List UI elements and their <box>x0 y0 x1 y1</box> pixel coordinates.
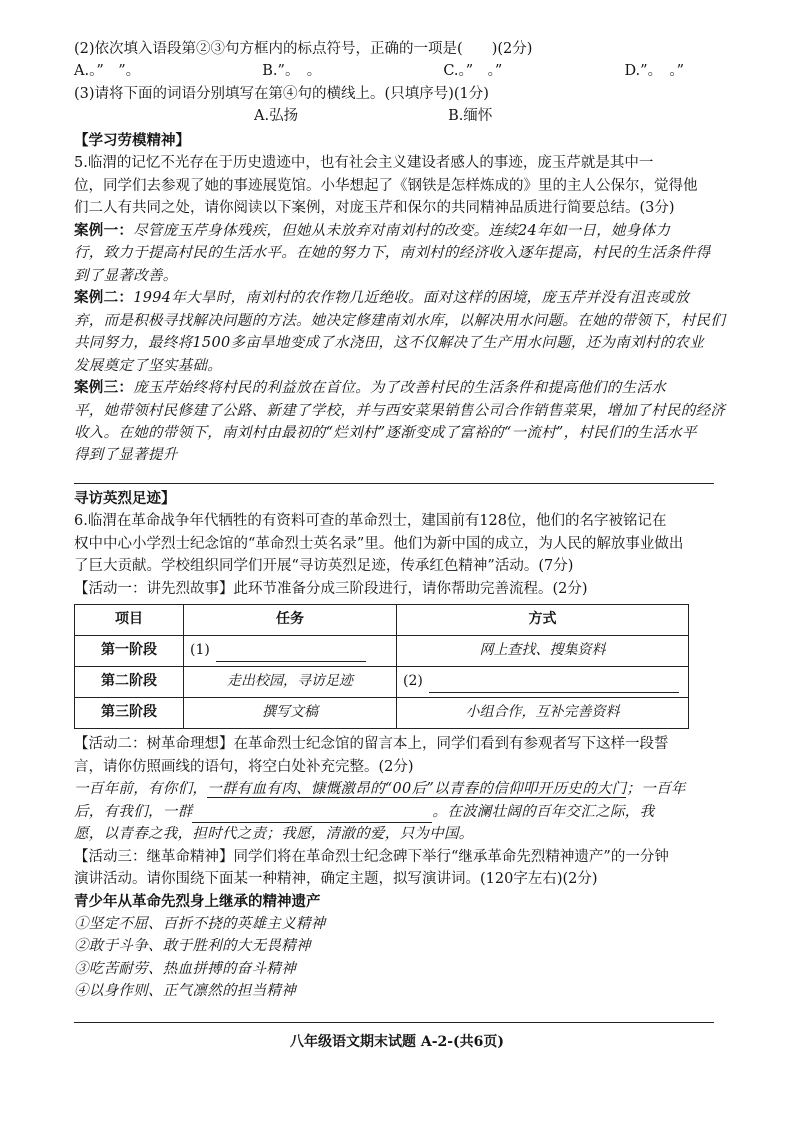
q3-options <box>74 105 724 127</box>
case-label: 案例三： <box>74 379 134 397</box>
q5-line: 们二人有共同之处，请你阅读以下案例，对庞玉芹和保尔的共同精神品质进行简要总结。(3分) <box>74 200 675 217</box>
task-cell: 撰写文稿 <box>184 698 397 729</box>
page-footer: 八年级语文期末试题 A-2-(共6页) <box>289 1034 505 1050</box>
stage-cell: 第三阶段 <box>75 698 184 729</box>
oath-underlined: 一群有血有肉、慷慨激昂的“00后”以青春的信仰叩开历史的大门 <box>207 781 627 798</box>
q2-option-a: A.。” ”。 <box>74 63 141 80</box>
activity-two: 言，请你仿照画线的语句，将空白处补充完整。(2分) <box>74 758 414 775</box>
spirit-title: 青少年从革命先烈身上继承的精神遗产 <box>74 892 321 910</box>
table-row <box>75 698 689 729</box>
table-row <box>75 636 689 667</box>
q2-options <box>74 60 684 82</box>
oath-text: 。在波澜壮阔的百年交汇之际，我 <box>432 803 655 820</box>
answer-blank[interactable] <box>216 661 366 662</box>
activity-three: 演讲活动。请你围绕下面某一种精神，确定主题，拟写演讲词。(120字左右)(2分) <box>74 871 598 888</box>
case-label: 案例二： <box>74 289 134 307</box>
case-label: 案例一： <box>74 221 134 239</box>
case-text: 行，致力于提高村民的生活水平。在她的努力下，南刘村的经济收入逐年提高，村民的生活条件得 <box>74 245 711 262</box>
oath-text: 一百年前，有你们， <box>74 781 208 798</box>
answer-line <box>74 483 714 484</box>
oath-text: ；一百年 <box>626 781 686 798</box>
q6-line: 了巨大贡献。学校组织同学们开展“寻访英烈足迹，传承红色精神”活动。(7分) <box>74 558 574 575</box>
task-cell[interactable] <box>184 636 397 667</box>
case-text: 收入。在她的带领下，南刘村由最初的“烂刘村”逐渐变成了富裕的“一流村”，村民们的生活水平 <box>74 424 697 441</box>
section-title-labor-model: 【学习劳模精神】 <box>74 131 190 149</box>
stage-cell: 第二阶段 <box>75 667 184 698</box>
q6-line: 权中中心小学烈士纪念馆的“革命烈士英名录”里。他们为新中国的成立，为人民的解放事业做出 <box>74 535 684 552</box>
answer-line <box>74 1022 714 1023</box>
q3-option-b: B.缅怀 <box>448 108 493 125</box>
q6-line: 6.临渭在革命战争年代牺牲的有资料可查的革命烈士，建国前有128位，他们的名字被铭记在 <box>74 513 667 530</box>
list-item: ②敢于斗争、敢于胜利的大无畏精神 <box>74 938 311 955</box>
case-two <box>74 287 724 377</box>
q3-stem: (3)请将下面的词语分别填写在第④句的横线上。(只填序号)(1分) <box>74 85 489 102</box>
stage-cell: 第一阶段 <box>75 636 184 667</box>
list-item: ④以身作则、正气凛然的担当精神 <box>74 983 296 1000</box>
method-cell: 网上查找、搜集资料 <box>397 636 689 667</box>
table-header: 项目 <box>75 605 184 636</box>
case-three <box>74 377 724 467</box>
answer-blank[interactable] <box>429 692 679 693</box>
q5-line: 位，同学们去参观了她的事迹展览馆。小华想起了《钢铁是怎样炼成的》里的主人公保尔，觉得他 <box>74 177 698 194</box>
activity-two: 【活动二：树革命理想】在革命烈士纪念馆的留言本上，同学们看到有参观者写下这样一段誓 <box>74 736 669 753</box>
method-cell[interactable] <box>397 667 689 698</box>
case-text: 到了显著改善。 <box>74 267 178 284</box>
oath <box>74 778 724 845</box>
case-text: 平，她带领村民修建了公路、新建了学校，并与西安菜果销售公司合作销售菜果，增加了村民的经济 <box>74 402 726 419</box>
case-text: 共同努力，最终将1500多亩旱地变成了水浇田，这不仅解决了生产用水问题，还为南刘村的农业 <box>74 335 705 352</box>
q2-option-b: B.”。 。 <box>262 63 322 80</box>
blank-label: (1) <box>190 642 210 659</box>
list-item: ①坚定不屈、百折不挠的英雄主义精神 <box>74 916 326 932</box>
case-text: 弃，而是积极寻找解决问题的方法。她决定修建南刘水库，以解决用水问题。在她的带领下，村民们 <box>74 312 726 329</box>
flow-table <box>74 604 689 729</box>
section-title-martyrs: 寻访英烈足迹】 <box>74 489 176 507</box>
oath-text: 愿，以青春之我，担时代之责；我愿，清澈的爱，只为中国。 <box>74 826 474 843</box>
case-text: 尽管庞玉芹身体残疾，但她从未放弃对南刘村的改变。连续24年如一日，她身体力 <box>133 222 671 239</box>
table-header: 方式 <box>397 605 689 636</box>
q2-option-d: D.”。 。” <box>624 63 684 80</box>
q3-option-a: A.弘扬 <box>254 108 299 125</box>
table-header-row <box>75 605 689 636</box>
q2-stem: (2)依次填入语段第②③句方框内的标点符号，正确的一项是( )(2分) <box>74 41 533 57</box>
table-header: 任务 <box>184 605 397 636</box>
task-cell: 走出校园，寻访足迹 <box>184 667 397 698</box>
activity-three: 【活动三：继革命精神】同学们将在革命烈士纪念碑下举行“继承革命先烈精神遗产”的一分钟 <box>74 848 669 865</box>
activity-one: 【活动一：讲先烈故事】此环节准备分成三阶段进行，请你帮助完善流程。(2分) <box>74 580 588 597</box>
list-item: ③吃苦耐劳、热血拼搏的奋斗精神 <box>74 960 296 977</box>
oath-text: 后，有我们，一群 <box>74 803 193 820</box>
table-row <box>75 667 689 698</box>
exam-page <box>74 38 724 1003</box>
case-text: 庞玉芹始终将村民的利益放在首位。为了改善村民的生活条件和提高他们的生活水 <box>133 380 666 397</box>
spirit-list <box>74 913 724 1003</box>
method-cell: 小组合作，互补完善资料 <box>397 698 689 729</box>
q5-line: 5.临渭的记忆不光存在于历史遗迹中，也有社会主义建设者感人的事迹，庞玉芹就是其中一 <box>74 155 654 172</box>
case-text: 1994年大旱时，南刘村的农作物几近绝收。面对这样的困境，庞玉芹并没有沮丧或放 <box>133 290 690 307</box>
case-text: 得到了显著提升 <box>74 447 178 464</box>
blank-label: (2) <box>403 673 423 690</box>
case-text: 发展奠定了坚实基础。 <box>74 357 222 374</box>
q2-option-c: C.。” 。” <box>443 63 503 80</box>
case-one <box>74 220 724 287</box>
